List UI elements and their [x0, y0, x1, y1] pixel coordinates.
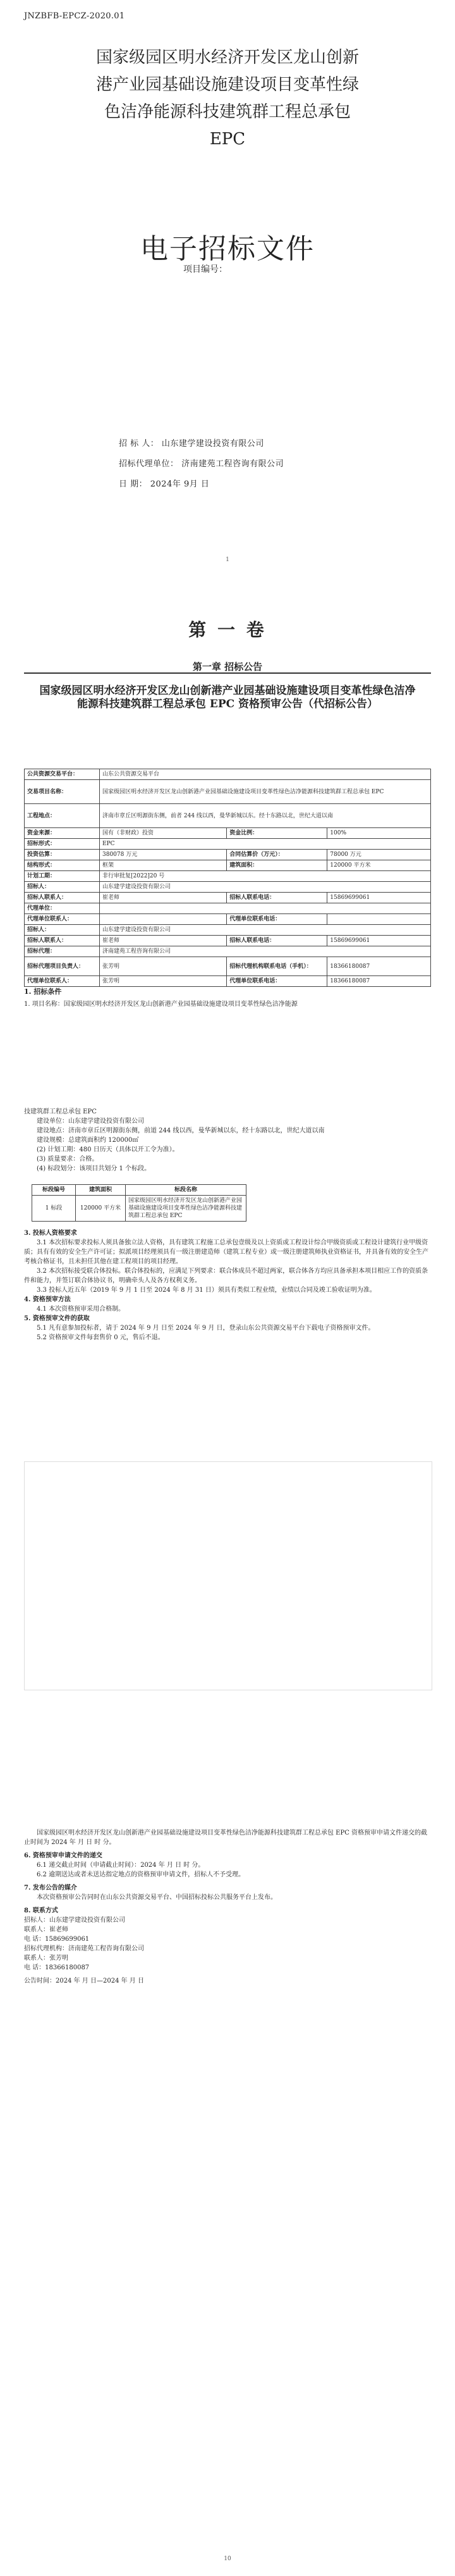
blank-page-area	[24, 1461, 432, 1690]
paragraph: 7. 发布公告的媒介	[24, 1885, 77, 1892]
table-cell: 山东公共资源交易平台	[100, 769, 431, 780]
table-cell: 120000 平方米	[327, 860, 431, 871]
table-cell	[100, 914, 227, 925]
table-cell: 代理单位联系电话：	[227, 914, 327, 925]
cover-title	[0, 44, 455, 153]
table-cell: 代理单位联系人：	[25, 914, 100, 925]
paragraph: 国家级园区明水经济开发区龙山创新港产业园基础设施建设项目变革性绿色洁净能源科技建筑群工程总承包 EPC 资格预审申请文件递交的截止时间为 2024 年 月 日 时 分。	[24, 1830, 428, 1846]
contact-line: 招标代理机构：济南建苑工程咨询有限公司	[24, 1945, 144, 1952]
table-row	[25, 804, 431, 828]
contact-line: 电 话：15869699061	[24, 1936, 90, 1943]
page-number: 10	[224, 2556, 231, 2562]
agent-line: 招标代理单位： 济南建苑工程咨询有限公司	[119, 459, 284, 469]
table-cell: 15869699061	[327, 936, 431, 946]
contact-line: 联系人：崔老师	[24, 1926, 68, 1933]
paragraph: 5. 资格预审文件的获取	[24, 1315, 90, 1322]
table-cell: 招标代理项目负责人：	[25, 957, 100, 976]
contact-line: 公告时间：2024 年 月 日—2024 年 月 日	[24, 1978, 144, 1985]
table-cell: 招标代理机构联系电话（手机）：	[227, 957, 327, 976]
table-cell: 资金来源：	[25, 828, 100, 839]
table-cell: 招标人：	[25, 882, 100, 893]
paragraph: 3.3 投标人近五年（2019 年 9 月 1 日至 2024 年 8 月 31 日）须具有类似工程业绩，业绩以合同及竣工验收证明为准。	[37, 1287, 376, 1294]
summary-line: 建设单位：山东建学建设投资有限公司	[37, 1118, 144, 1125]
table-row	[32, 1196, 246, 1222]
table-cell: 建筑面积：	[227, 860, 327, 871]
notice-title: 国家级园区明水经济开发区龙山创新港产业园基础设施建设项目变革性绿色洁净能源科技建筑群工程总承包 EPC 资格预审公告（代招标公告）	[39, 684, 416, 710]
paragraph: 4.1 本次资格预审采用合格制。	[37, 1306, 125, 1313]
cover-title-line: 色洁净能源科技建筑群工程总承包	[104, 102, 351, 121]
summary-line: (3) 质量要求：合格。	[37, 1156, 99, 1163]
tenderer-line: 招 标 人： 山东建学建设投资有限公司	[119, 439, 264, 449]
table-cell: 非行审批复[2022]20 号	[100, 871, 431, 882]
table-cell: 招标形式：	[25, 839, 100, 850]
table-cell: 招标代理：	[25, 946, 100, 957]
chapter-divider	[24, 672, 431, 674]
summary-line: 建设规模：总建筑面积约 120000㎡	[37, 1137, 139, 1144]
table-cell: 张芳明	[100, 976, 227, 987]
table-row	[25, 903, 431, 914]
paragraph: 3.1 本次招标要求投标人须具备独立法人资格，具有建筑工程施工总承包壹级及以上资质或工程设计综合甲级资质或工程设计建筑行业甲级资质；具有有效的安全生产许可证；拟派项目经理须具有一级注册建造师（建筑工程专业）或一级注册建筑师执业资格证书，并具备有效的安全生产考核合格证书，且未担任其他在建工程项目的项目经理。	[24, 1239, 428, 1265]
table-cell: 招标人联系电话：	[227, 936, 327, 946]
table-row	[25, 769, 431, 780]
submission-section	[24, 1828, 431, 1986]
project-summary	[24, 1107, 431, 1173]
table-row	[32, 1185, 246, 1196]
table-cell: 国有（非财政）投资	[100, 828, 227, 839]
table-row	[25, 871, 431, 882]
table-row	[25, 914, 431, 925]
table-cell: 招标人联系电话：	[227, 893, 327, 903]
table-cell: 济南建苑工程咨询有限公司	[100, 946, 431, 957]
table-cell	[100, 903, 431, 914]
summary-line: 建设地点：济南市章丘区明源街东侧，前道 244 线以西，曼华新城以东，经十东路以北，世纪大道以南	[37, 1127, 325, 1134]
section-text: 1. 项目名称：国家级园区明水经济开发区龙山创新港产业园基础设施建设项目变革性绿色洁净能源	[24, 1001, 298, 1008]
table-cell: 代理单位联系人：	[25, 976, 100, 987]
paragraph: 5.1 凡有意参加投标者，请于 2024 年 9 月 日至 2024 年 9 月 日，登录山东公共资源交易平台下载电子资格预审文件。	[37, 1325, 375, 1332]
table-cell: 框架	[100, 860, 227, 871]
summary-line: (4) 标段划分：该项目共划分 1 个标段。	[37, 1165, 151, 1172]
table-cell: 资金比例：	[227, 828, 327, 839]
cover-title-line: 国家级园区明水经济开发区龙山创新	[95, 48, 359, 67]
table-cell: 崔老师	[100, 893, 227, 903]
e-tender-title: 电子招标文件	[140, 233, 315, 265]
table-cell: 18366180087	[327, 957, 431, 976]
chapter-heading: 第一章 招标公告	[192, 661, 263, 672]
paragraph: 6.1 递交截止时间（申请截止时间）：2024 年 月 日 时 分。	[37, 1862, 205, 1869]
summary-line: (2) 计划工期：480 日历天（具体以开工令为准）。	[37, 1146, 179, 1153]
table-row	[25, 946, 431, 957]
table-row	[25, 936, 431, 946]
table-row	[25, 850, 431, 860]
table-cell: 山东建学建设投资有限公司	[100, 925, 431, 936]
page-number: 1	[226, 557, 229, 563]
table-header: 标段名称	[126, 1185, 246, 1196]
cover-title-line: 港产业园基础设施建设项目变革性绿	[95, 75, 359, 94]
table-row	[25, 976, 431, 987]
table-cell: 招标人：	[25, 925, 100, 936]
paragraph: 3. 投标人资格要求	[24, 1230, 77, 1237]
table-cell: 代理单位：	[25, 903, 100, 914]
table-row	[25, 882, 431, 893]
table-cell: 国家级园区明水经济开发区龙山创新港产业园基础设施建设项目变革性绿色洁净能源科技建筑群工程总承包 EPC	[100, 780, 431, 804]
table-row	[25, 780, 431, 804]
lot-table	[32, 1184, 246, 1222]
table-cell: 1 标段	[32, 1196, 76, 1222]
paragraph: 5.2 资格预审文件每套售价 0 元，售后不退。	[37, 1334, 164, 1341]
table-cell: 国家级园区明水经济开发区龙山创新港产业园基础设施建设项目变革性绿色洁净能源科技建筑群工程总承包 EPC	[126, 1196, 246, 1222]
paragraph: 6. 资格预审申请文件的递交	[24, 1852, 102, 1859]
contact-line: 招标人：山东建学建设投资有限公司	[24, 1917, 125, 1924]
cover-title-line: EPC	[209, 130, 246, 149]
contact-line: 电 话：18366180087	[24, 1964, 90, 1971]
table-row	[25, 893, 431, 903]
table-header: 标段编号	[32, 1185, 76, 1196]
volume-heading: 第 一 卷	[188, 619, 267, 640]
table-cell: 投资估算：	[25, 850, 100, 860]
section-heading: 1. 招标条件	[24, 988, 62, 996]
qualification-section	[24, 1229, 431, 1342]
paragraph: 8. 联系方式	[24, 1907, 58, 1914]
table-header: 建筑面积	[76, 1185, 126, 1196]
table-cell: 代理单位联系电话：	[227, 976, 327, 987]
date-line: 日 期： 2024年 9月 日	[119, 480, 210, 489]
table-cell: 15869699061	[327, 893, 431, 903]
contact-line: 联系人：张芳明	[24, 1955, 68, 1962]
table-cell: 山东建学建设投资有限公司	[100, 882, 431, 893]
table-cell: 合同估算价（万元）：	[227, 850, 327, 860]
paragraph: 6.2 逾期送达或者未送达指定地点的资格预审申请文件，招标人不予受理。	[37, 1871, 245, 1878]
table-cell: 380078 万元	[100, 850, 227, 860]
paragraph: 4. 资格预审方法	[24, 1296, 71, 1303]
document-code: JNZBFB-EPCZ-2020.01	[24, 11, 125, 21]
table-cell: 交易项目名称：	[25, 780, 100, 804]
table-row	[25, 828, 431, 839]
table-cell	[327, 914, 431, 925]
table-cell: 78000 万元	[327, 850, 431, 860]
table-cell: 崔老师	[100, 936, 227, 946]
table-cell: 工程地点：	[25, 804, 100, 828]
table-cell: 120000 平方米	[76, 1196, 126, 1222]
table-row	[25, 860, 431, 871]
table-row	[25, 957, 431, 976]
table-row	[25, 925, 431, 936]
paragraph: 3.2 本次招标接受联合体投标。联合体投标的，应满足下列要求：联合体成员不超过两家，联合体各方均应具备承担本项目相应工作的资质条件和能力，并签订联合体协议书，明确牵头人及各方权利义务。	[24, 1268, 428, 1284]
project-number-label: 项目编号：	[183, 264, 228, 275]
paragraph: 本次资格预审公告同时在山东公共资源交易平台、中国招标投标公共服务平台上发布。	[37, 1894, 277, 1901]
table-cell: 计划工期：	[25, 871, 100, 882]
table-cell: EPC	[100, 839, 431, 850]
table-cell: 招标人联系人：	[25, 936, 100, 946]
table-row	[25, 839, 431, 850]
table-cell: 18366180087	[327, 976, 431, 987]
summary-line: 技建筑群工程总承包 EPC	[24, 1108, 97, 1115]
table-cell: 结构形式：	[25, 860, 100, 871]
table-cell: 公共资源交易平台：	[25, 769, 100, 780]
table-cell: 张芳明	[100, 957, 227, 976]
table-cell: 100%	[327, 828, 431, 839]
table-cell: 济南市章丘区明源街东侧，前者 244 线以西，曼华新城以东。经十东路以北，世纪大道以南	[100, 804, 431, 828]
project-info-table	[24, 769, 431, 987]
table-cell: 招标人联系人：	[25, 893, 100, 903]
